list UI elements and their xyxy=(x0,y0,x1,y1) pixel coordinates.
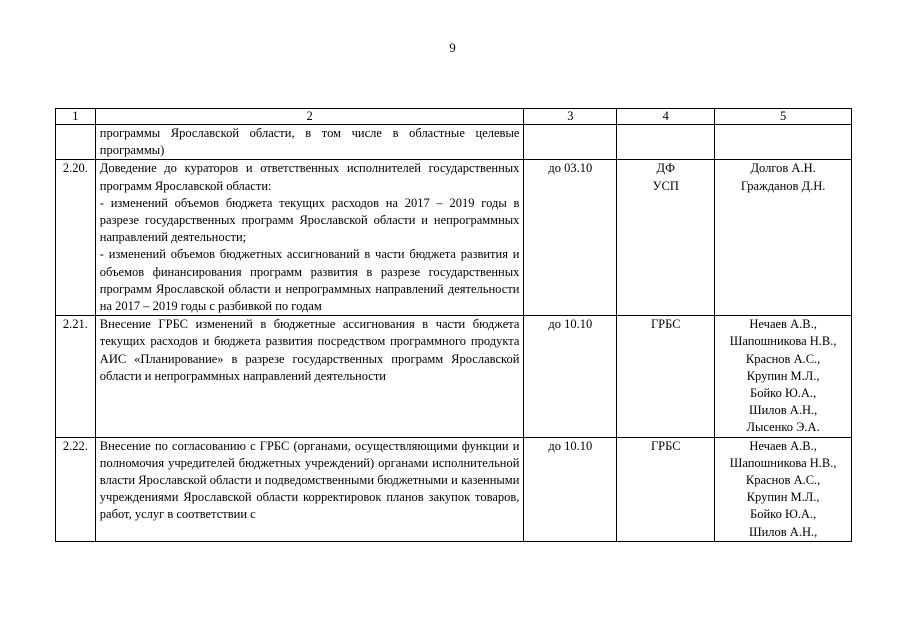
executor-code: ГРБС xyxy=(650,438,681,453)
description-paragraph: Внесение ГРБС изменений в бюджетные ассигнования в части бюджета текущих расходов и бюджета развития посредством программного продукта АИС «Планирование» в разрезе государственных программ Ярославской области и непрограммных направлений деятельности xyxy=(99,317,520,383)
row-responsible xyxy=(715,316,852,437)
page-number: 9 xyxy=(449,40,456,55)
row-executors xyxy=(617,125,715,160)
row-number: 2.21. xyxy=(56,316,96,437)
responsible-person: Крупин М.Л., xyxy=(746,490,820,505)
row-number xyxy=(56,125,96,160)
responsible-person: Нечаев А.В., xyxy=(749,438,817,453)
table-row xyxy=(56,437,852,541)
header-col-1: 1 xyxy=(56,109,96,125)
plan-table-body xyxy=(56,109,852,542)
row-responsible xyxy=(715,160,852,316)
table-row xyxy=(56,125,852,160)
header-col-5: 5 xyxy=(715,109,852,125)
row-number: 2.22. xyxy=(56,437,96,541)
row-deadline: до 10.10 xyxy=(524,437,617,541)
row-executors xyxy=(617,160,715,316)
executor-code: ДФ xyxy=(656,161,675,176)
table-row xyxy=(56,316,852,437)
responsible-person: Шилов А.Н., xyxy=(748,403,818,418)
description-paragraph: Внесение по согласованию с ГРБС (органами, осуществляющими функции и полномочия учредителей бюджетных учреждений) органами исполнительной власти Ярославской области и подведомственными бюджетными и казенными учреждениями Ярославской области корректировок планов закупок товаров, работ, услуг в соответствии с xyxy=(99,438,520,522)
responsible-person: Шилов А.Н., xyxy=(748,524,818,539)
responsible-person: Бойко Ю.А., xyxy=(750,507,817,522)
executor-code: УСП xyxy=(652,178,679,193)
row-executors xyxy=(617,437,715,541)
responsible-person: Шапошникова Н.В., xyxy=(729,455,837,470)
row-deadline xyxy=(524,125,617,160)
row-responsible xyxy=(715,437,852,541)
description-paragraph: - изменений объемов бюджета текущих расходов на 2017 – 2019 годы в разрезе государственных программ Ярославской области и непрограммных направлений деятельности; xyxy=(99,195,520,245)
row-executors xyxy=(617,316,715,437)
responsible-person: Крупин М.Л., xyxy=(746,368,820,383)
table-row xyxy=(56,160,852,316)
header-col-2: 2 xyxy=(95,109,524,125)
responsible-person: Долгов А.Н. xyxy=(750,161,816,176)
row-description xyxy=(95,437,524,541)
responsible-person: Гражданов Д.Н. xyxy=(740,178,826,193)
row-description xyxy=(95,160,524,316)
description-paragraph: программы Ярославской области, в том числе в областные целевые программы) xyxy=(99,126,520,158)
responsible-person: Лысенко Э.А. xyxy=(746,420,820,435)
responsible-person: Шапошникова Н.В., xyxy=(729,334,837,349)
row-number: 2.20. xyxy=(56,160,96,316)
responsible-person: Нечаев А.В., xyxy=(749,317,817,332)
responsible-person: Краснов А.С., xyxy=(745,473,821,488)
description-paragraph: - изменений объемов бюджетных ассигнований в части бюджета развития и объемов финансирования программ развития в разрезе государственных программ Ярославской области и непрограммных направлений деятельности на 2017 – 2019 годы с разбивкой по годам xyxy=(99,247,520,314)
row-description xyxy=(95,316,524,437)
responsible-person: Краснов А.С., xyxy=(745,351,821,366)
header-col-4: 4 xyxy=(617,109,715,125)
description-paragraph: Доведение до кураторов и ответственных исполнителей государственных программ Ярославской области: xyxy=(99,161,520,193)
row-responsible xyxy=(715,125,852,160)
table-header-row xyxy=(56,109,852,125)
executor-code: ГРБС xyxy=(650,317,681,332)
responsible-person: Бойко Ю.А., xyxy=(750,386,817,401)
plan-table xyxy=(55,108,852,542)
row-description xyxy=(95,125,524,160)
row-deadline: до 03.10 xyxy=(524,160,617,316)
row-deadline: до 10.10 xyxy=(524,316,617,437)
header-col-3: 3 xyxy=(524,109,617,125)
